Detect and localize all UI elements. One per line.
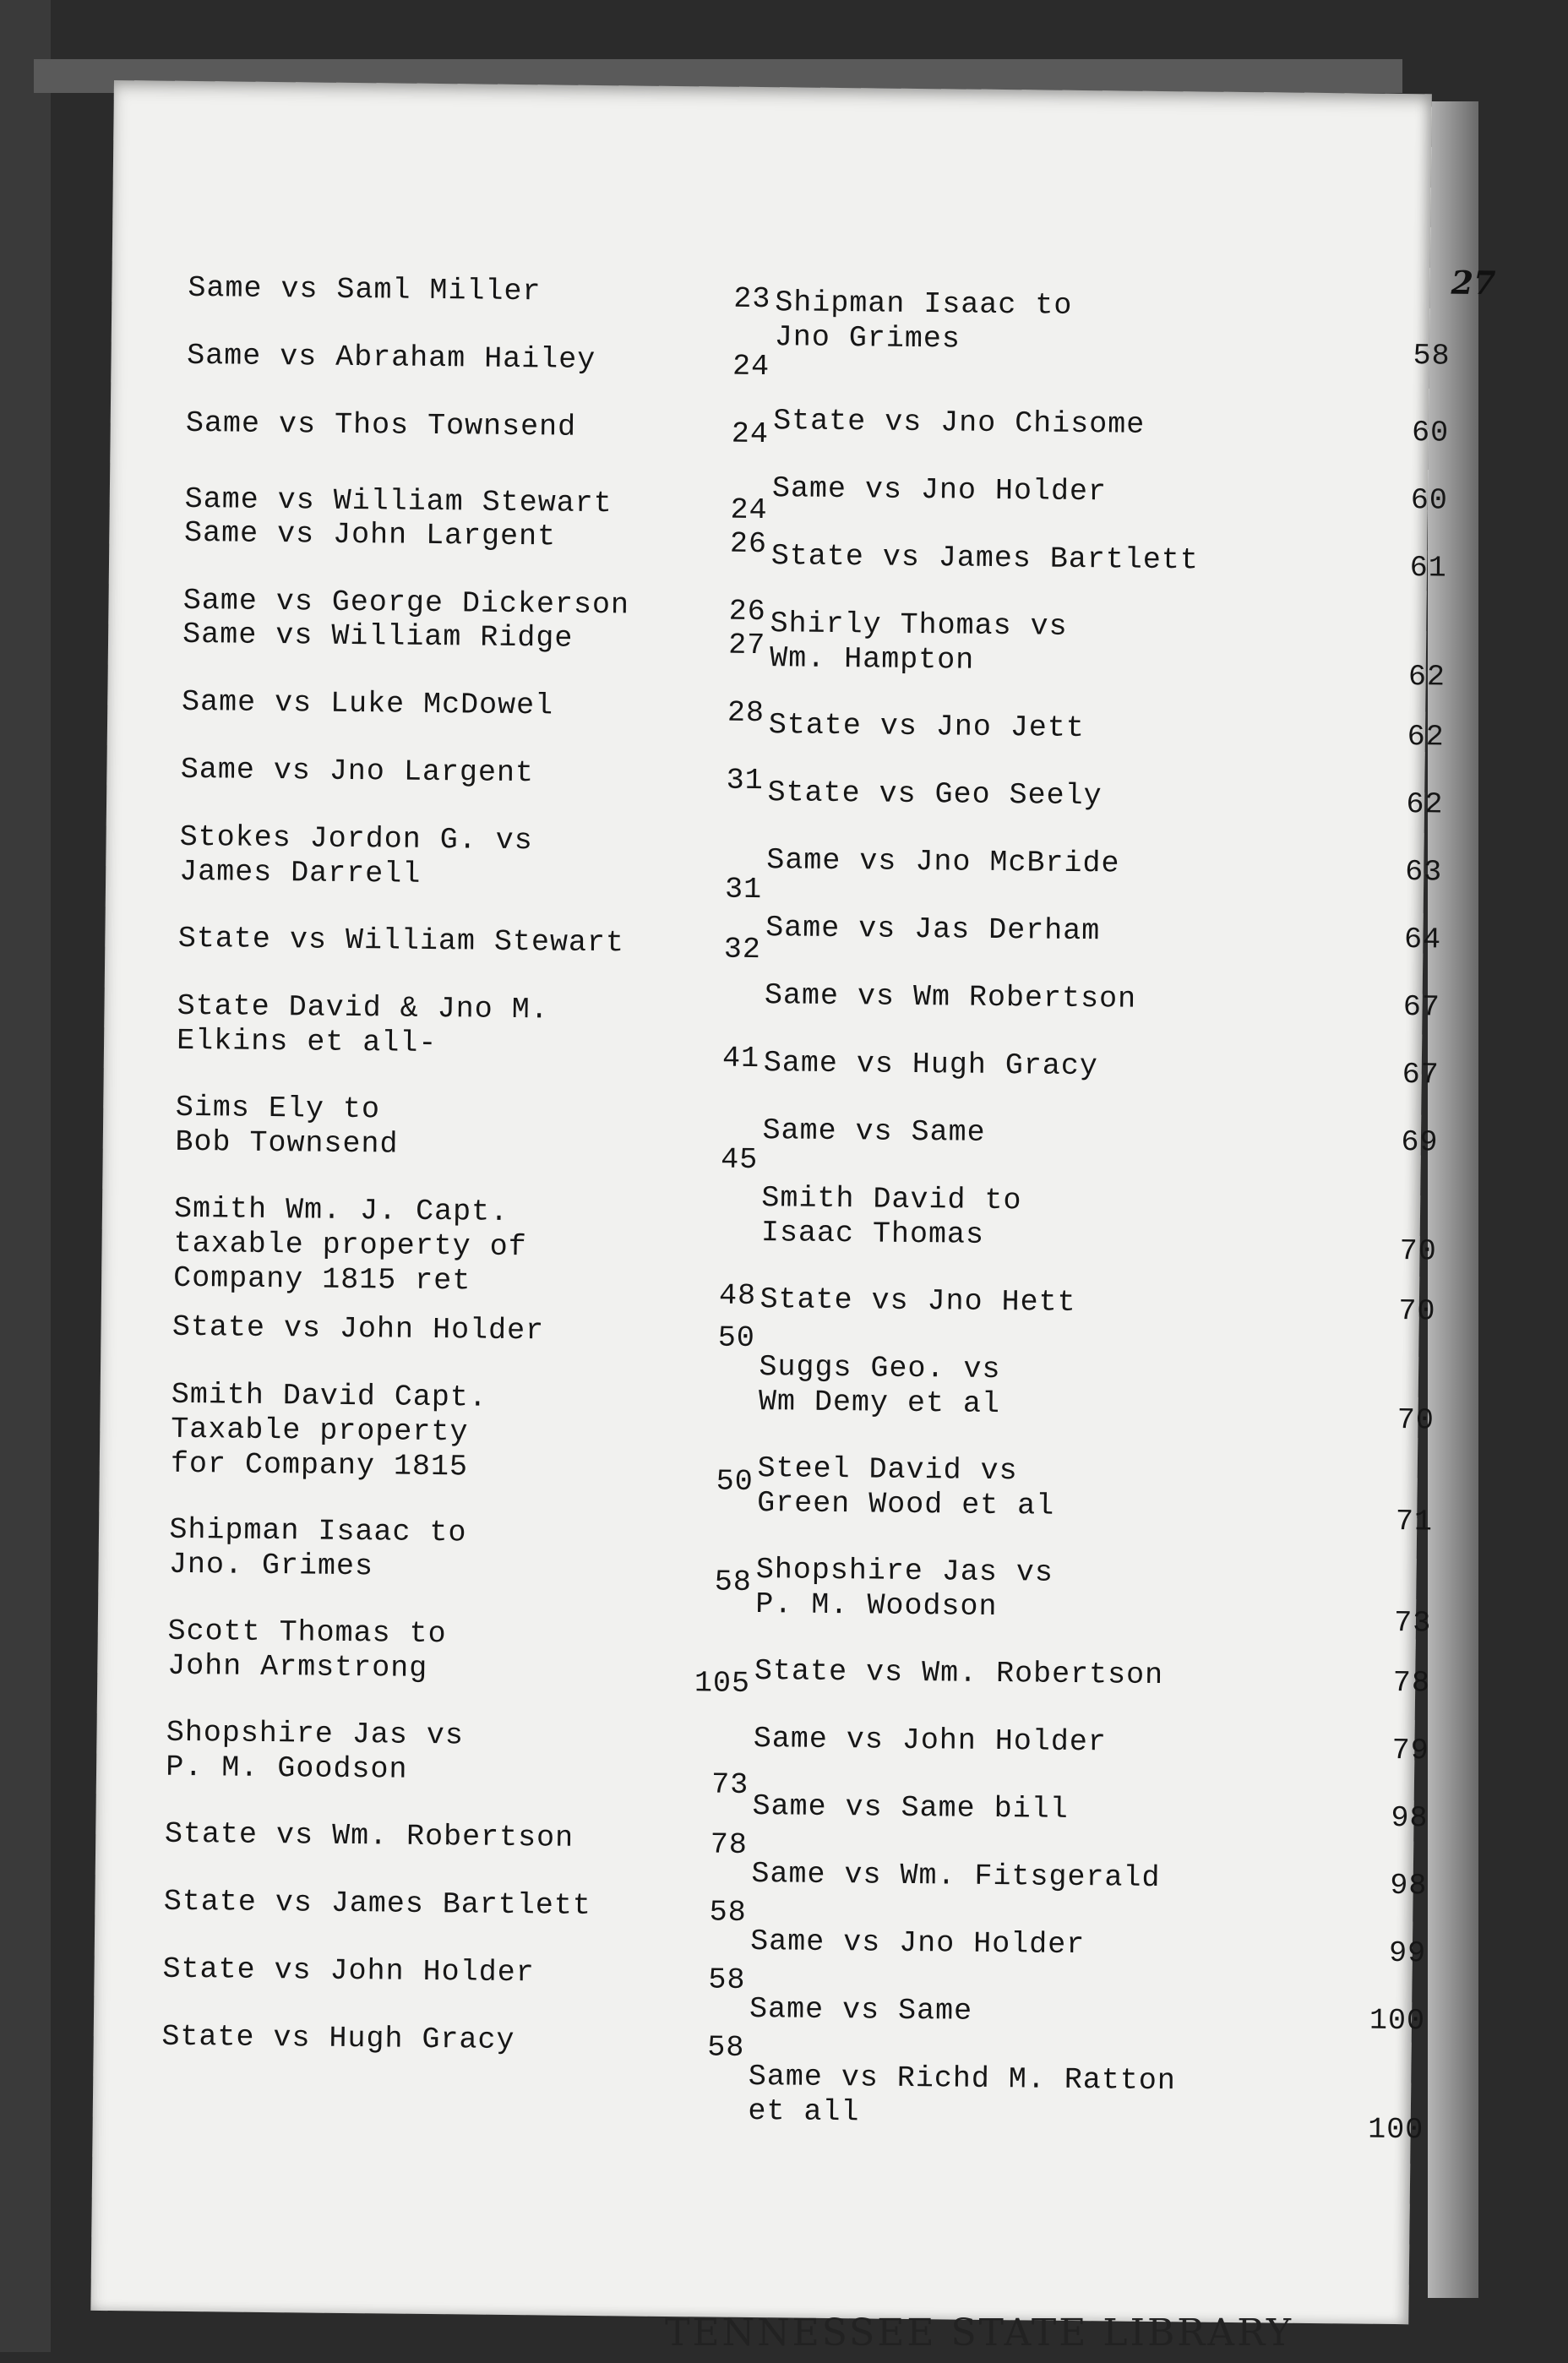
scan-frame-left (0, 0, 51, 2352)
entry-text: Same vs Jno Largent (180, 752, 535, 791)
entry-page-number: 70 (1399, 1234, 1437, 1269)
index-entry (770, 539, 1447, 585)
index-entry (182, 617, 766, 663)
entry-page-number: 27 (727, 628, 766, 663)
entry-page-number: 58 (709, 1895, 747, 1930)
entry-text: State vs James Bartlett (163, 1884, 592, 1924)
entry-page-number: 24 (731, 417, 770, 452)
entry-page-number: 60 (1411, 416, 1450, 450)
entry-text: Smith David to Isaac Thomas (760, 1181, 1022, 1252)
index-entry (754, 1654, 1431, 1701)
entry-text: State vs Geo Seely (767, 776, 1102, 814)
entry-page-number: 23 (733, 281, 771, 317)
entry-page-number: 48 (718, 1278, 757, 1314)
entry-text: Same vs Jno Holder (750, 1925, 1086, 1963)
index-entry (181, 684, 765, 731)
index-entry (163, 1884, 747, 1930)
index-entry (175, 1090, 759, 1178)
index-entry (762, 1113, 1439, 1160)
index-entry (763, 1046, 1440, 1092)
entry-text: Same vs Abraham Hailey (187, 338, 596, 377)
index-entry (183, 515, 768, 562)
entry-text: Same vs Wm Robertson (764, 978, 1137, 1016)
index-entry (161, 2019, 745, 2065)
entry-page-number: 61 (1409, 551, 1447, 585)
index-entry (172, 1309, 756, 1356)
index-entry (753, 1722, 1429, 1768)
entry-text: State vs James Bartlett (770, 539, 1200, 578)
entry-text: Same vs John Holder (753, 1722, 1108, 1760)
entry-page-number: 58 (707, 2030, 745, 2065)
entry-text: Same vs Same (762, 1113, 986, 1150)
entry-page-number: 62 (1406, 787, 1444, 822)
entry-page-number: 79 (1391, 1733, 1429, 1768)
entry-text: Same vs Saml Miller (188, 270, 542, 309)
entry-page-number: 73 (1393, 1605, 1432, 1641)
entry-text: Same vs William Ridge (182, 617, 574, 656)
entry-text: Same vs Wm. Fitsgerald (751, 1857, 1161, 1896)
entry-page-number: 100 (1368, 2112, 1424, 2148)
entry-page-number: 67 (1402, 1058, 1440, 1092)
index-entry (187, 338, 770, 384)
entry-page-number: 26 (729, 526, 768, 562)
entry-page-number: 32 (723, 932, 762, 967)
index-entry (750, 1925, 1427, 1971)
entry-text: Suggs Geo. vs Wm Demy et al (758, 1350, 1001, 1422)
entry-page-number: 62 (1407, 720, 1445, 754)
entry-text: Same vs Richd M. Ratton et all (748, 2059, 1177, 2130)
entry-page-number: 70 (1398, 1294, 1436, 1329)
entry-page-number: 58 (708, 1963, 746, 1997)
index-entry (166, 1715, 749, 1802)
index-entry (749, 1992, 1426, 2039)
entry-text: Shopshire Jas vs P. M. Woodson (755, 1553, 1054, 1625)
index-entry (168, 1512, 753, 1600)
entry-text: Same vs Same (749, 1992, 973, 2028)
index-entry (768, 708, 1445, 754)
index-entry (179, 819, 763, 907)
index-entry (184, 482, 768, 528)
entry-text: Shipman Isaac to Jno Grimes (774, 286, 1073, 357)
entry-text: State vs Jno Hett (760, 1282, 1076, 1320)
entry-text: Shopshire Jas vs P. M. Goodson (166, 1715, 465, 1787)
entry-page-number: 31 (726, 763, 764, 798)
entry-text: Steel David vs Green Wood et al (756, 1451, 1055, 1523)
entry-page-number: 62 (1407, 660, 1446, 694)
entry-page-number: 31 (724, 872, 763, 907)
entry-text: Shipman Isaac to Jno. Grimes (168, 1512, 467, 1584)
entry-text: State vs Hugh Gracy (161, 2019, 515, 2058)
entry-page-number: 28 (727, 695, 765, 731)
entry-page-number: 69 (1401, 1125, 1439, 1160)
entry-page-number: 100 (1369, 2003, 1426, 2039)
entry-page-number: 71 (1395, 1504, 1434, 1539)
entry-page-number: 26 (728, 594, 766, 629)
entry-text: Scott Thomas to John Armstrong (166, 1614, 447, 1685)
index-entry (177, 988, 760, 1076)
entry-page-number: 98 (1390, 1868, 1428, 1903)
entry-text: Smith David Capt. Taxable property for Company 1815 (170, 1377, 488, 1484)
index-entry (188, 270, 771, 317)
entry-page-number: 58 (714, 1565, 753, 1600)
entry-page-number: 58 (1413, 339, 1451, 373)
entry-text: Same vs William Stewart (184, 482, 612, 521)
entry-text: Same vs George Dickerson (182, 583, 630, 623)
entry-page-number: 70 (1396, 1402, 1435, 1438)
entry-text: Same vs Jas Derham (765, 911, 1101, 949)
entry-text: State vs William Stewart (177, 921, 625, 961)
index-entry (765, 911, 1442, 957)
entry-text: Same vs Same bill (752, 1789, 1069, 1827)
entry-text: State vs John Holder (172, 1309, 545, 1348)
entry-text: Smith Wm. J. Capt. taxable property of Company 1815 ret (173, 1191, 527, 1299)
index-entry (185, 406, 770, 452)
entry-page-number: 50 (716, 1464, 754, 1500)
entry-text: State vs Wm. Robertson (164, 1816, 574, 1855)
entry-page-number: 73 (710, 1767, 749, 1802)
index-entry (177, 921, 762, 967)
entry-text: Shirly Thomas vs Wm. Hampton (769, 607, 1068, 678)
index-entry (755, 1553, 1432, 1641)
index-entry (764, 978, 1441, 1025)
entry-page-number: 78 (1392, 1665, 1431, 1701)
index-entry (758, 1350, 1435, 1438)
index-entry (752, 1789, 1429, 1836)
index-entry (771, 471, 1449, 518)
entry-text: Sims Ely to Bob Townsend (175, 1090, 399, 1162)
entry-page-number: 45 (721, 1142, 759, 1178)
entry-text: Stokes Jordon G. vs James Darrell (179, 819, 533, 891)
entry-text: State vs John Holder (162, 1952, 535, 1990)
entry-page-number: 78 (710, 1827, 749, 1862)
entry-page-number: 60 (1410, 483, 1449, 518)
entry-page-number: 63 (1405, 855, 1443, 890)
entry-text: Same vs Hugh Gracy (763, 1046, 1099, 1084)
entry-text: State vs Wm. Robertson (754, 1654, 1164, 1693)
entry-text: Same vs Thos Townsend (185, 406, 577, 444)
index-entry (173, 1191, 757, 1314)
entry-page-number: 64 (1403, 923, 1442, 957)
index-entry (751, 1857, 1428, 1903)
entry-page-number: 24 (732, 349, 770, 384)
entry-text: State David & Jno M. Elkins et all- (177, 988, 549, 1061)
index-entry (766, 843, 1443, 890)
index-entry (760, 1282, 1436, 1329)
index-entry (756, 1451, 1434, 1539)
entry-page-number: 50 (717, 1320, 756, 1356)
index-entry (162, 1952, 746, 1997)
entry-page-number: 105 (694, 1666, 751, 1701)
document-page (90, 80, 1496, 2355)
index-entry (166, 1614, 751, 1701)
entry-text: Same vs Jno McBride (766, 843, 1120, 881)
index-entry (767, 776, 1444, 822)
index-entry (180, 752, 764, 798)
index-entry (164, 1816, 749, 1862)
entry-text: Same vs John Largent (183, 515, 557, 554)
entry-page-number: 99 (1388, 1936, 1427, 1971)
entry-text: Same vs Jno Holder (771, 471, 1108, 509)
entry-text: Same vs Luke McDowel (181, 684, 554, 723)
index-entry (774, 286, 1451, 373)
index-entry (772, 404, 1450, 450)
index-entry (170, 1377, 754, 1500)
page-number: 27 (1451, 263, 1496, 302)
index-entry (769, 607, 1446, 694)
index-entry (760, 1181, 1437, 1269)
entry-page-number: 67 (1402, 990, 1441, 1025)
entry-text: State vs Jno Chisome (772, 404, 1146, 442)
entry-page-number: 98 (1391, 1800, 1429, 1836)
library-stamp: TENNESSEE STATE LIBRARY (665, 2311, 1294, 2355)
entry-text: State vs Jno Jett (768, 708, 1086, 746)
index-entry (748, 2059, 1424, 2148)
index-entry (182, 583, 766, 629)
entry-page-number: 24 (730, 493, 768, 528)
entry-page-number: 41 (721, 1041, 760, 1076)
